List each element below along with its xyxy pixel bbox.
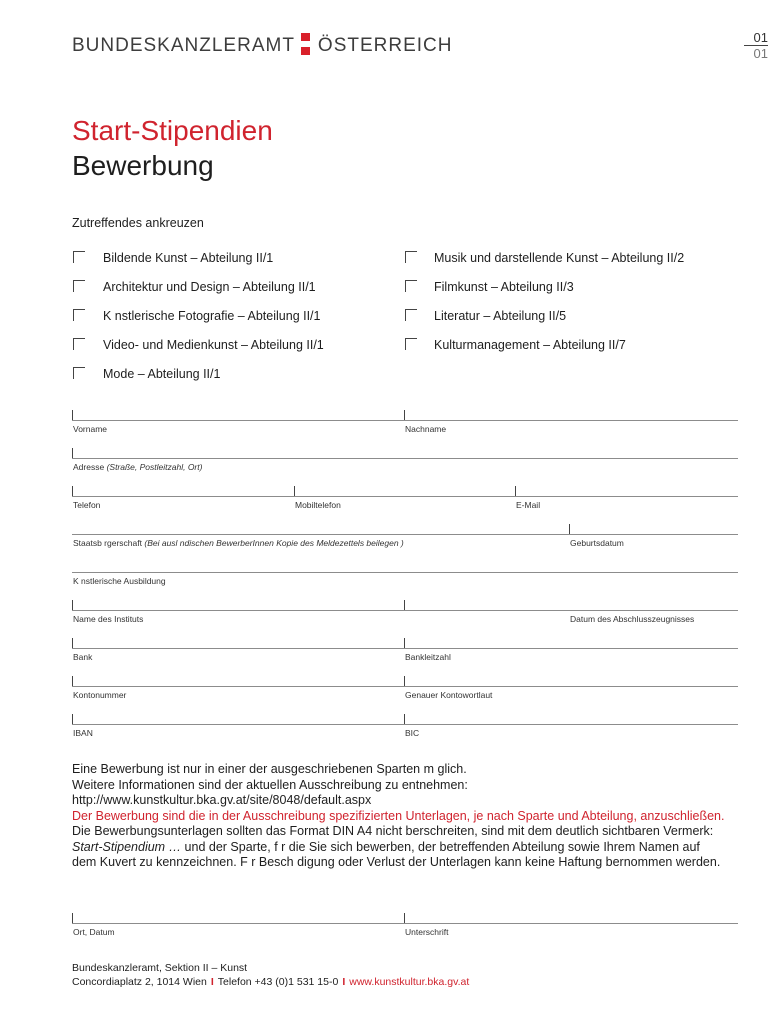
footer-contact	[72, 975, 469, 989]
iban-input-line[interactable]	[72, 724, 738, 725]
checkbox-filmkunst[interactable]	[405, 280, 417, 292]
brand-logo	[72, 33, 453, 57]
bic-label: BIC	[405, 728, 420, 738]
telefon-input-line[interactable]	[72, 496, 738, 497]
ort-datum-label: Ort, Datum	[73, 927, 115, 937]
note-line: Weitere Informationen sind der aktuellen Ausschreibung zu entnehmen:	[72, 777, 468, 792]
email-label: E-Mail	[516, 500, 541, 510]
note-line: Eine Bewerbung ist nur in einer der ausgeschriebenen Sparten m glich.	[72, 762, 467, 776]
checkbox-label: Literatur – Abteilung II/5	[434, 309, 567, 323]
instruction-text: Zutreffendes ankreuzen	[72, 216, 204, 230]
footer-website-link[interactable]: www.kunstkultur.bka.gv.at	[349, 976, 470, 988]
bank-input-line[interactable]	[72, 648, 738, 649]
field-marker	[72, 638, 73, 648]
field-marker	[404, 913, 405, 923]
kontowortlaut-label: Genauer Kontowortlaut	[405, 690, 493, 700]
checkbox-bildende-kunst[interactable]	[73, 251, 85, 263]
iban-label: IBAN	[73, 728, 93, 738]
bankleitzahl-label: Bankleitzahl	[405, 652, 451, 662]
field-marker	[404, 600, 405, 610]
field-marker	[72, 486, 73, 496]
form-title: Start-Stipendien	[72, 115, 273, 146]
footer-separator: I	[210, 976, 214, 988]
institut-input-line[interactable]	[72, 610, 738, 611]
ausbildung-input-line[interactable]	[72, 572, 738, 573]
staatsbuergerschaft-hint: (Bei ausl ndischen BewerberInnen Kopie des Meldezettels beilegen )	[144, 538, 404, 548]
checkbox-label: Architektur und Design – Abteilung II/1	[103, 280, 316, 294]
checkbox-video-medienkunst[interactable]	[73, 338, 85, 350]
note-line-highlight: Der Bewerbung sind die in der Ausschreibung spezifizierten Unterlagen, je nach Sparte und Abteilung, anzuschließen.	[72, 808, 725, 823]
kontonummer-input-line[interactable]	[72, 686, 738, 687]
field-marker	[404, 676, 405, 686]
field-marker	[72, 600, 73, 610]
note-line: dem Kuvert zu kennzeichnen. F r Besch digung oder Verlust der Unterlagen kann keine Haftung bernommen werden.	[72, 855, 721, 869]
checkbox-label: K nstlerische Fotografie – Abteilung II/1	[103, 309, 321, 323]
checkbox-label: Filmkunst – Abteilung II/3	[434, 280, 574, 294]
footer-phone: Telefon +43 (0)1 531 15-0	[217, 976, 339, 988]
field-marker	[72, 448, 73, 458]
adresse-input-line[interactable]	[72, 458, 738, 459]
kontonummer-label: Kontonummer	[73, 690, 127, 700]
field-marker	[404, 638, 405, 648]
note-italic: Start-Stipendium …	[72, 839, 182, 854]
staatsbuergerschaft-input-line[interactable]	[72, 534, 738, 535]
adresse-label: Adresse (Straße, Postleitzahl, Ort)	[73, 462, 203, 472]
checkbox-label: Bildende Kunst – Abteilung II/1	[103, 251, 274, 265]
form-subtitle: Bewerbung	[72, 150, 214, 181]
footer-org: Bundeskanzleramt, Sektion II – Kunst	[72, 962, 248, 974]
checkbox-label: Video- und Medienkunst – Abteilung II/1	[103, 338, 324, 352]
checkbox-label: Musik und darstellende Kunst – Abteilung II/2	[434, 251, 685, 265]
field-marker	[515, 486, 516, 496]
note-line: Start-Stipendium … und der Sparte, f r die Sie sich bewerben, der betreffenden Abteilung sowie Ihrem Namen auf	[72, 839, 700, 854]
brand-right-text: ÖSTERREICH	[317, 35, 453, 56]
note-line: Die Bewerbungsunterlagen sollten das Format DIN A4 nicht berschreiten, sind mit dem deutlich sichtbaren Vermerk:	[72, 824, 714, 838]
abschluss-label: Datum des Abschlusszeugnisses	[570, 614, 695, 624]
field-marker	[569, 524, 570, 534]
field-marker	[72, 913, 73, 923]
mobiltelefon-label: Mobiltelefon	[295, 500, 341, 510]
checkbox-mode[interactable]	[73, 367, 85, 379]
institut-label: Name des Instituts	[73, 614, 144, 624]
staatsbuergerschaft-label: Staatsb rgerschaft (Bei ausl ndischen BewerberInnen Kopie des Meldezettels beilegen )	[73, 538, 404, 548]
vorname-label: Vorname	[73, 424, 108, 434]
footer-address: Concordiaplatz 2, 1014 Wien	[72, 976, 207, 988]
checkbox-kulturmanagement[interactable]	[405, 338, 417, 350]
geburtsdatum-label: Geburtsdatum	[570, 538, 624, 548]
checkbox-fotografie[interactable]	[73, 309, 85, 321]
checkbox-label: Mode – Abteilung II/1	[103, 367, 221, 381]
field-marker	[404, 410, 405, 420]
footer	[72, 961, 469, 989]
field-marker	[404, 714, 405, 724]
brand-left-text: BUNDESKANZLERAMT	[72, 35, 295, 56]
unterschrift-label: Unterschrift	[405, 927, 449, 937]
field-marker	[294, 486, 295, 496]
nachname-label: Nachname	[405, 424, 447, 434]
footer-separator: I	[342, 976, 346, 988]
checkbox-label: Kulturmanagement – Abteilung II/7	[434, 338, 626, 352]
adresse-hint: (Straße, Postleitzahl, Ort)	[106, 462, 203, 472]
field-marker	[72, 410, 73, 420]
vorname-nachname-input-line[interactable]	[72, 420, 738, 421]
notes-block	[72, 762, 762, 871]
page-total: 01	[753, 46, 768, 61]
telefon-label: Telefon	[73, 500, 101, 510]
ausbildung-label: K nstlerische Ausbildung	[73, 576, 166, 586]
checkbox-literatur[interactable]	[405, 309, 417, 321]
page-current: 01	[744, 30, 768, 46]
checkbox-architektur[interactable]	[73, 280, 85, 292]
field-marker	[72, 714, 73, 724]
signature-input-line[interactable]	[72, 923, 738, 924]
checkbox-musik[interactable]	[405, 251, 417, 263]
austria-flag-mark	[301, 33, 310, 55]
bank-label: Bank	[73, 652, 93, 662]
page-number	[744, 30, 768, 61]
field-marker	[72, 676, 73, 686]
note-link[interactable]: http://www.kunstkultur.bka.gv.at/site/8048/default.aspx	[72, 793, 372, 807]
